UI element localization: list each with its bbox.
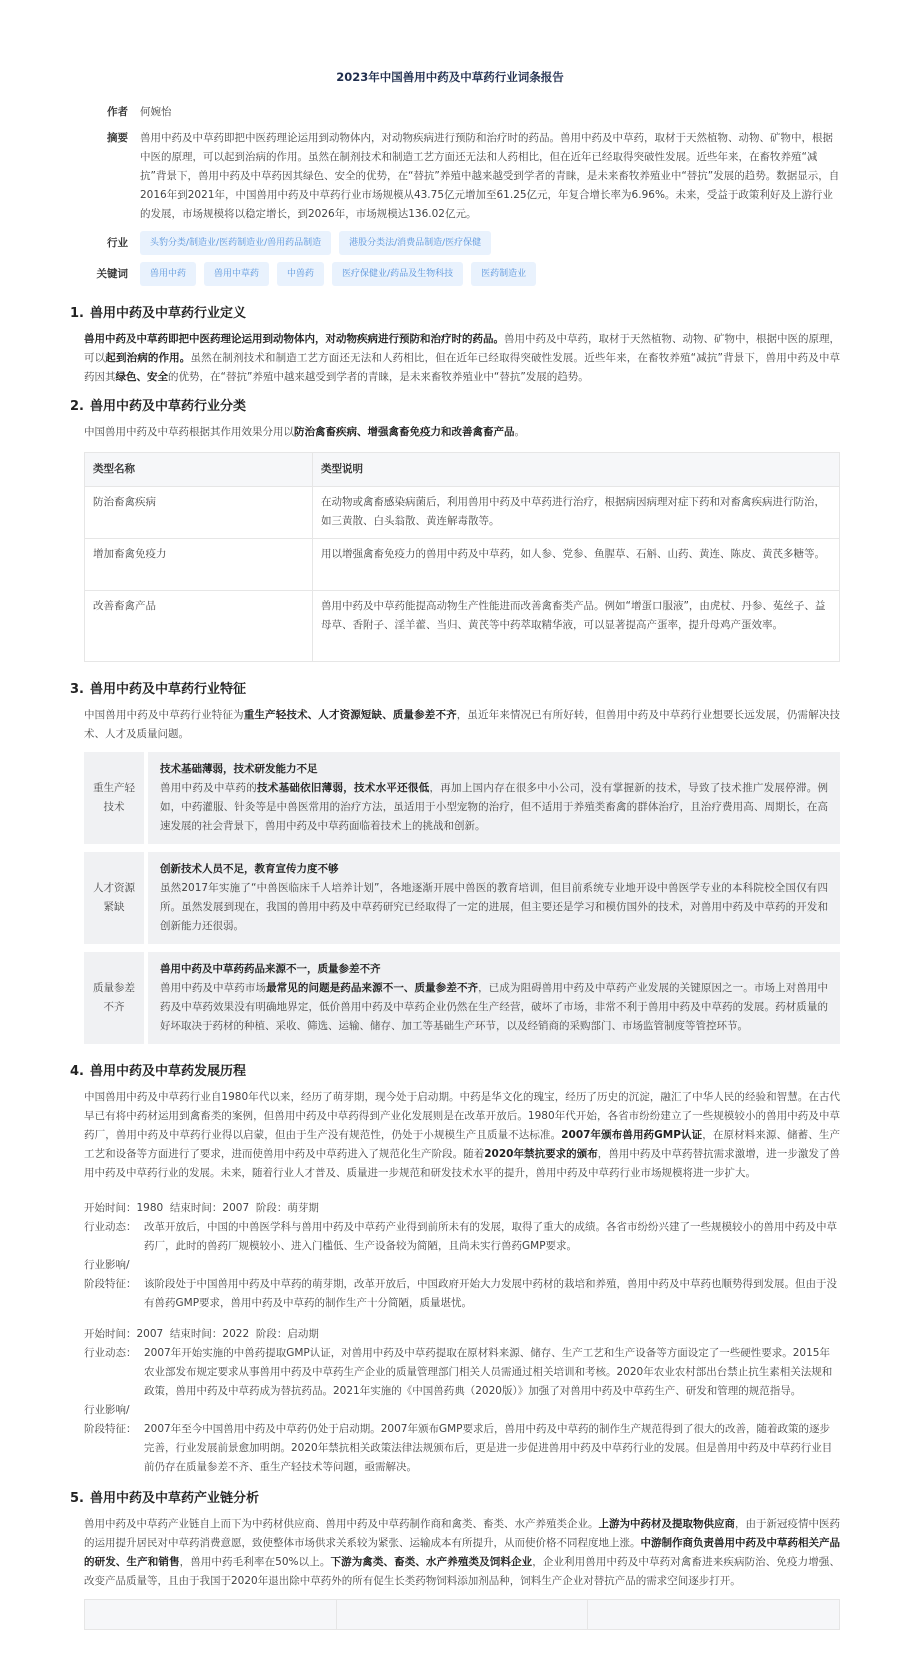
type-desc-cell: 在动物或禽畜感染病菌后，利用兽用中药及中草药进行治疗，根据病因病理对症下药和对畜禽疾病进行防治，如三黄散、白头翁散、黄连解毒散等。 xyxy=(313,487,840,539)
text: 中国兽用中药及中草药行业特征为 xyxy=(84,709,244,721)
text: ，企业利用兽用中药及中草药对禽畜进来疾病防治、免疫力增强、改变产品质量等，且由于我国于2020年退出除中草药外的所有促生长类药物饲料添加剂品种，饲料生产企业对替抗产品的需求空间逐步打开。 xyxy=(84,1556,841,1587)
keywords-row xyxy=(60,262,840,286)
section-number: 1. xyxy=(70,306,84,321)
characteristics-intro xyxy=(84,706,840,744)
stage-impact xyxy=(84,1401,840,1420)
industry-tag[interactable]: 港股分类法/消费品制造/医疗保健 xyxy=(339,231,491,255)
industry-row xyxy=(60,231,840,255)
start-value: 1980 xyxy=(136,1202,164,1214)
text: 兽用中药及中草药，取材于天然植物、动物、矿物中，根据中医的原理，可以 xyxy=(84,333,840,364)
stage-feature xyxy=(84,1275,840,1313)
section-title: 兽用中药及中草药行业定义 xyxy=(90,306,247,321)
feature-label: 人才资源紧缺 xyxy=(84,852,144,944)
stage-impact xyxy=(84,1256,840,1275)
definition-paragraph xyxy=(60,330,840,387)
section-number: 3. xyxy=(70,682,84,697)
table-cell xyxy=(85,1600,337,1630)
bold-text: 2020年禁抗要求的颁布 xyxy=(484,1148,598,1160)
end-value: 2007 xyxy=(222,1202,250,1214)
section-title: 兽用中药及中草药行业特征 xyxy=(90,682,247,697)
stage-feature xyxy=(84,1420,840,1477)
value-chain-table xyxy=(84,1599,840,1630)
text: 中国兽用中药及中草药行业自1980年代以来，经历了萌芽期，现今处于启动期。中药是华文化的瑰宝，经历了历史的沉淀，融汇了中华人民的经验和智慧。在古代早已有将中药材运用到禽畜类的案例，但兽用中药及中草药得到产业化发展则是在改革开放后。1980年代开始，各省市纷纷建立了一些规模较小的兽用中药及中草药厂，兽用中药及中草药行业得以启蒙，但由于生产没有规范性，仍处于小规模生产且质量不达标准。 xyxy=(84,1091,840,1141)
feature-text xyxy=(160,979,828,1036)
text: 虽然在制剂技术和制造工艺方面还无法和人药相比，但在近年已经取得突破性发展。近些年来，在畜牧养殖“减抗”背景下，兽用中药及中草药因其 xyxy=(84,352,840,383)
abstract-text: 兽用中药及中草药即把中医药理论运用到动物体内，对动物疾病进行预防和治疗时的药品。兽用中药及中草药，取材于天然植物、动物、矿物中，根据中医的原理，可以起到治病的作用。虽然在制剂技术和制造工艺方面还无法和人药相比，但在近年已经取得突破性发展。近些年来，在畜牧养殖“减抗”背景下，兽用中药及中草药因其绿色、安全的优势，在“替抗”养殖中越来越受到学者的青睐，是未来畜牧养殖业中“替抗”发展的趋势。数据显示，自2016年到2021年，中国兽用中药及中草药行业市场规模从43.75亿元增加至61.25亿元，年复合增长率为6.96%。未来，受益于政策利好及上游行业的发展，市场规模将以稳定增长，到2026年，市场规模达136.02亿元。 xyxy=(140,132,840,220)
phase-value: 启动期 xyxy=(287,1328,319,1340)
section-heading xyxy=(60,680,840,700)
text: ，在原材料来源、储蓄、生产工艺和设备等方面进行了要求，进而使兽用中药及中草药进入了规范化生产阶段。随着 xyxy=(84,1129,840,1160)
impact-label: 行业影响/ xyxy=(84,1404,130,1416)
report-title: 2023年中国兽用中药及中草药行业词条报告 xyxy=(336,70,564,84)
table-cell xyxy=(588,1600,840,1630)
text: 。 xyxy=(514,426,525,438)
section-number: 5. xyxy=(70,1491,84,1506)
abstract-label: 摘要 xyxy=(107,132,128,144)
section-body xyxy=(60,423,840,662)
text: ，已成为阻碍兽用中药及中草药产业发展的关键原因之一。市场上对兽用中药及中草药效果没有明确地界定，低价兽用中药及中草药企业仍然在生产经营，破坏了市场，非常不利于兽用中药及中草药的发展。药材质量的好坏取决于药材的种植、采收、筛选、运输、储存、加工等基础生产环节，以及经销商的采购部门、市场监管制度等管控环节。 xyxy=(160,982,829,1032)
phase-label: 阶段： xyxy=(255,1328,288,1340)
text: 中国兽用中药及中草药根据其作用效果分用以 xyxy=(84,426,294,438)
feature-text: 2007年至今中国兽用中药及中草药仍处于启动期。2007年颁布GMP要求后，兽用中药及中草药的制作生产规范得到了很大的改善，随着政策的逐步完善，行业发展前景愈加明朗。2020年禁抗相关政策法律法规颁布后，更是进一步促进兽用中药及中草药行业的发展。但是兽用中药及中草药行业目前仍存在质量参差不齐、重生产轻技术等问题，亟需解决。 xyxy=(144,1423,833,1473)
author-label: 作者 xyxy=(107,106,128,118)
section-history xyxy=(60,1062,840,1477)
type-name-cell: 增加畜禽免疫力 xyxy=(85,539,313,591)
feature-block xyxy=(84,952,840,1044)
table-row xyxy=(85,539,840,591)
section-title: 兽用中药及中草药行业分类 xyxy=(90,399,247,414)
text: ，兽用中药及中草药替抗需求激增，进一步激发了兽用中药及中草药行业的发展。未来，随着行业人才普及、质量进一步规范和研发技术水平的提升，兽用中药及中草药行业市场规模将进一步扩大。 xyxy=(84,1148,841,1179)
feature-heading: 兽用中药及中草药药品来源不一，质量参差不齐 xyxy=(160,963,381,975)
column-header: 类型名称 xyxy=(85,453,313,487)
value-chain-paragraph xyxy=(84,1515,840,1591)
section-heading xyxy=(60,1062,840,1082)
text: ，由于新冠疫情中医药的运用提升居民对中草药消费意愿，致使整体市场供求关系较为紧张、运输成本有所提升，从而使价格不同程度地上涨。 xyxy=(84,1518,840,1549)
end-value: 2022 xyxy=(222,1328,250,1340)
feature-label: 阶段特征： xyxy=(84,1423,137,1435)
author-name: 何婉怡 xyxy=(140,106,172,118)
type-desc-cell: 兽用中药及中草药能提高动物生产性能进而改善禽畜类产品。例如“增蛋口服液”，由虎杖、丹参、菟丝子、益母草、香附子、淫羊藿、当归、黄芪等中药萃取精华液，可以显著提高产蛋率，提升母鸡产蛋效率。 xyxy=(313,591,840,662)
dynamics-text: 改革开放后，中国的中兽医学科与兽用中药及中草药产业得到前所未有的发展，取得了重大的成绩。各省市纷纷兴建了一些规模较小的兽用中药及中草药厂，此时的兽药厂规模较小、进入门槛低、生产设备较为简陋，且尚未实行兽药GMP要求。 xyxy=(144,1221,837,1252)
bold-text: 上游为中药材及提取物供应商 xyxy=(598,1518,735,1530)
table-header-row xyxy=(85,453,840,487)
start-value: 2007 xyxy=(136,1328,164,1340)
stage-period xyxy=(84,1199,840,1218)
table-row xyxy=(85,487,840,539)
keyword-tag[interactable]: 中兽药 xyxy=(277,262,324,286)
feature-text xyxy=(160,879,828,936)
table-row xyxy=(85,591,840,662)
section-title: 兽用中药及中草药产业链分析 xyxy=(90,1491,260,1506)
section-body xyxy=(60,1088,840,1477)
bold-text: 最常见的问题是药品来源不一、质量参差不齐 xyxy=(266,982,479,994)
section-number: 2. xyxy=(70,399,84,414)
feature-heading: 技术基础薄弱，技术研发能力不足 xyxy=(160,763,318,775)
bold-text: 兽用中药及中草药即把中医药理论运用到动物体内，对动物疾病进行预防和治疗时的药品。 xyxy=(84,333,504,345)
timeline-stage xyxy=(84,1199,840,1313)
keyword-tag[interactable]: 兽用中药 xyxy=(140,262,196,286)
section-body xyxy=(60,1515,840,1630)
text: ，再加上国内存在很多中小公司，没有掌握新的技术，导致了技术推广发展停滞。例如，中药灌服、针灸等是中兽医常用的治疗方法，虽适用于小型宠物的治疗，但不适用于养殖类畜禽的群体治疗，且治疗费用高、周期长，在高速发展的社会背景下，兽用中药及中草药面临着技术上的挑战和创新。 xyxy=(160,782,829,832)
section-heading xyxy=(60,397,840,417)
type-name-cell: 防治畜禽疾病 xyxy=(85,487,313,539)
feature-block xyxy=(84,852,840,944)
column-header: 类型说明 xyxy=(313,453,840,487)
keywords-label: 关键词 xyxy=(96,267,128,280)
section-value-chain xyxy=(60,1489,840,1630)
industry-label: 行业 xyxy=(107,236,128,249)
section-body xyxy=(60,706,840,1044)
bold-text: 下游为禽类、畜类、水产养殖类及饲料企业 xyxy=(330,1556,533,1568)
bold-text: 起到治病的作用。 xyxy=(105,352,191,364)
timeline xyxy=(84,1199,840,1477)
impact-label: 行业影响/ xyxy=(84,1259,130,1271)
stage-dynamics xyxy=(84,1218,840,1256)
type-desc-cell: 用以增强禽畜免疫力的兽用中药及中草药，如人参、党参、鱼腥草、石斛、山药、黄连、陈皮、黄芪多糖等。 xyxy=(313,539,840,591)
bold-text: 重生产轻技术、人才资源短缺、质量参差不齐 xyxy=(243,709,457,721)
industry-tag[interactable]: 头豹分类/制造业/医药制造业/兽用药品制造 xyxy=(140,231,331,255)
dynamics-label: 行业动态： xyxy=(84,1221,137,1233)
text: 兽用中药及中草药的 xyxy=(160,782,258,794)
dynamics-text: 2007年开始实施的中兽药提取GMP认证，对兽用中药及中草药提取在原材料来源、储存、生产工艺和生产设备等方面设定了一些硬性要求。2015年农业部发布规定要求从事兽用中药及中草药生产企业的质量管理部门相关人员需通过相关培训和考核。2020年农业农村部出台禁止抗生素相关法规和政策，兽用中药及中草药成为替抗药品。2021年实施的《中国兽药典（2020版）》加强了对兽用中药及中草药生产、研发和管理的规范指导。 xyxy=(144,1347,833,1397)
feature-content xyxy=(148,752,840,844)
feature-label: 重生产轻技术 xyxy=(84,752,144,844)
type-name-cell: 改善畜禽产品 xyxy=(85,591,313,662)
table-cell xyxy=(336,1600,588,1630)
feature-text xyxy=(160,779,828,836)
start-label: 开始时间： xyxy=(84,1328,137,1340)
classification-table xyxy=(84,452,840,662)
keyword-tag[interactable]: 医疗保健业/药品及生物科技 xyxy=(332,262,463,286)
bold-text: 2007年颁布兽用药GMP认证 xyxy=(561,1129,703,1141)
feature-heading: 创新技术人员不足，教育宣传力度不够 xyxy=(160,863,339,875)
industry-tags xyxy=(140,231,840,255)
keyword-tag[interactable]: 兽用中草药 xyxy=(204,262,269,286)
feature-content xyxy=(148,852,840,944)
text: 兽用中药及中草药市场 xyxy=(160,982,267,994)
feature-content xyxy=(148,952,840,1044)
table-row xyxy=(85,1600,840,1630)
end-label: 结束时间： xyxy=(169,1202,223,1214)
feature-text: 该阶段处于中国兽用中药及中草药的萌芽期，改革开放后，中国政府开始大力发展中药材的栽培和养殖，兽用中药及中草药也顺势得到发展。但由于没有兽药GMP要求，兽用中药及中草药的制作生产十分简陋，质量堪忧。 xyxy=(144,1278,837,1309)
section-definition xyxy=(60,304,840,387)
stage-period xyxy=(84,1325,840,1344)
author-row xyxy=(60,103,840,122)
history-intro xyxy=(84,1088,840,1183)
text: ，虽近年来情况已有所好转，但兽用中药及中草药行业想要长远发展，仍需解决技术、人才及质量问题。 xyxy=(84,709,840,740)
section-title: 兽用中药及中草药发展历程 xyxy=(90,1064,247,1079)
bold-text: 技术基础依旧薄弱，技术水平还很低 xyxy=(257,782,430,794)
bold-text: 中游制作商负责兽用中药及中草药相关产品的研发、生产和销售 xyxy=(84,1537,840,1568)
keyword-tags xyxy=(140,262,840,286)
abstract-row xyxy=(60,129,840,224)
text: 兽用中药及中草药产业链自上而下为中药材供应商、兽用中药及中草药制作商和禽类、畜类、水产养殖类企业。 xyxy=(84,1518,599,1530)
bold-text: 防治禽畜疾病、增强禽畜免疫力和改善禽畜产品 xyxy=(294,426,515,438)
text: ，兽用中药毛利率在50%以上。 xyxy=(179,1556,331,1568)
text: 虽然2017年实施了“中兽医临床千人培养计划”，各地逐渐开展中兽医的教育培训，但目前系统专业地开设中兽医学专业的本科院校全国仅有四所。虽然发展到现在，我国的兽用中药及中草药研究已经取得了一定的进展，但主要还是学习和模仿国外的技术，对兽用中药及中草药的开发和创新能力还很弱。 xyxy=(160,882,828,932)
keyword-tag[interactable]: 医药制造业 xyxy=(471,262,536,286)
start-label: 开始时间： xyxy=(84,1202,137,1214)
classification-intro xyxy=(84,423,840,442)
feature-label: 质量参差不齐 xyxy=(84,952,144,1044)
end-label: 结束时间： xyxy=(169,1328,223,1340)
section-characteristics xyxy=(60,680,840,1044)
feature-label: 阶段特征： xyxy=(84,1278,137,1290)
stage-dynamics xyxy=(84,1344,840,1401)
feature-block xyxy=(84,752,840,844)
bold-text: 绿色、安全 xyxy=(115,371,168,383)
section-classification xyxy=(60,397,840,662)
timeline-stage xyxy=(84,1325,840,1477)
dynamics-label: 行业动态： xyxy=(84,1347,137,1359)
section-heading xyxy=(60,1489,840,1509)
phase-value: 萌芽期 xyxy=(287,1202,319,1214)
section-number: 4. xyxy=(70,1064,84,1079)
text: 的优势，在“替抗”养殖中越来越受到学者的青睐，是未来畜牧养殖业中“替抗”发展的趋势。 xyxy=(168,371,589,383)
section-heading xyxy=(60,304,840,324)
phase-label: 阶段： xyxy=(255,1202,288,1214)
